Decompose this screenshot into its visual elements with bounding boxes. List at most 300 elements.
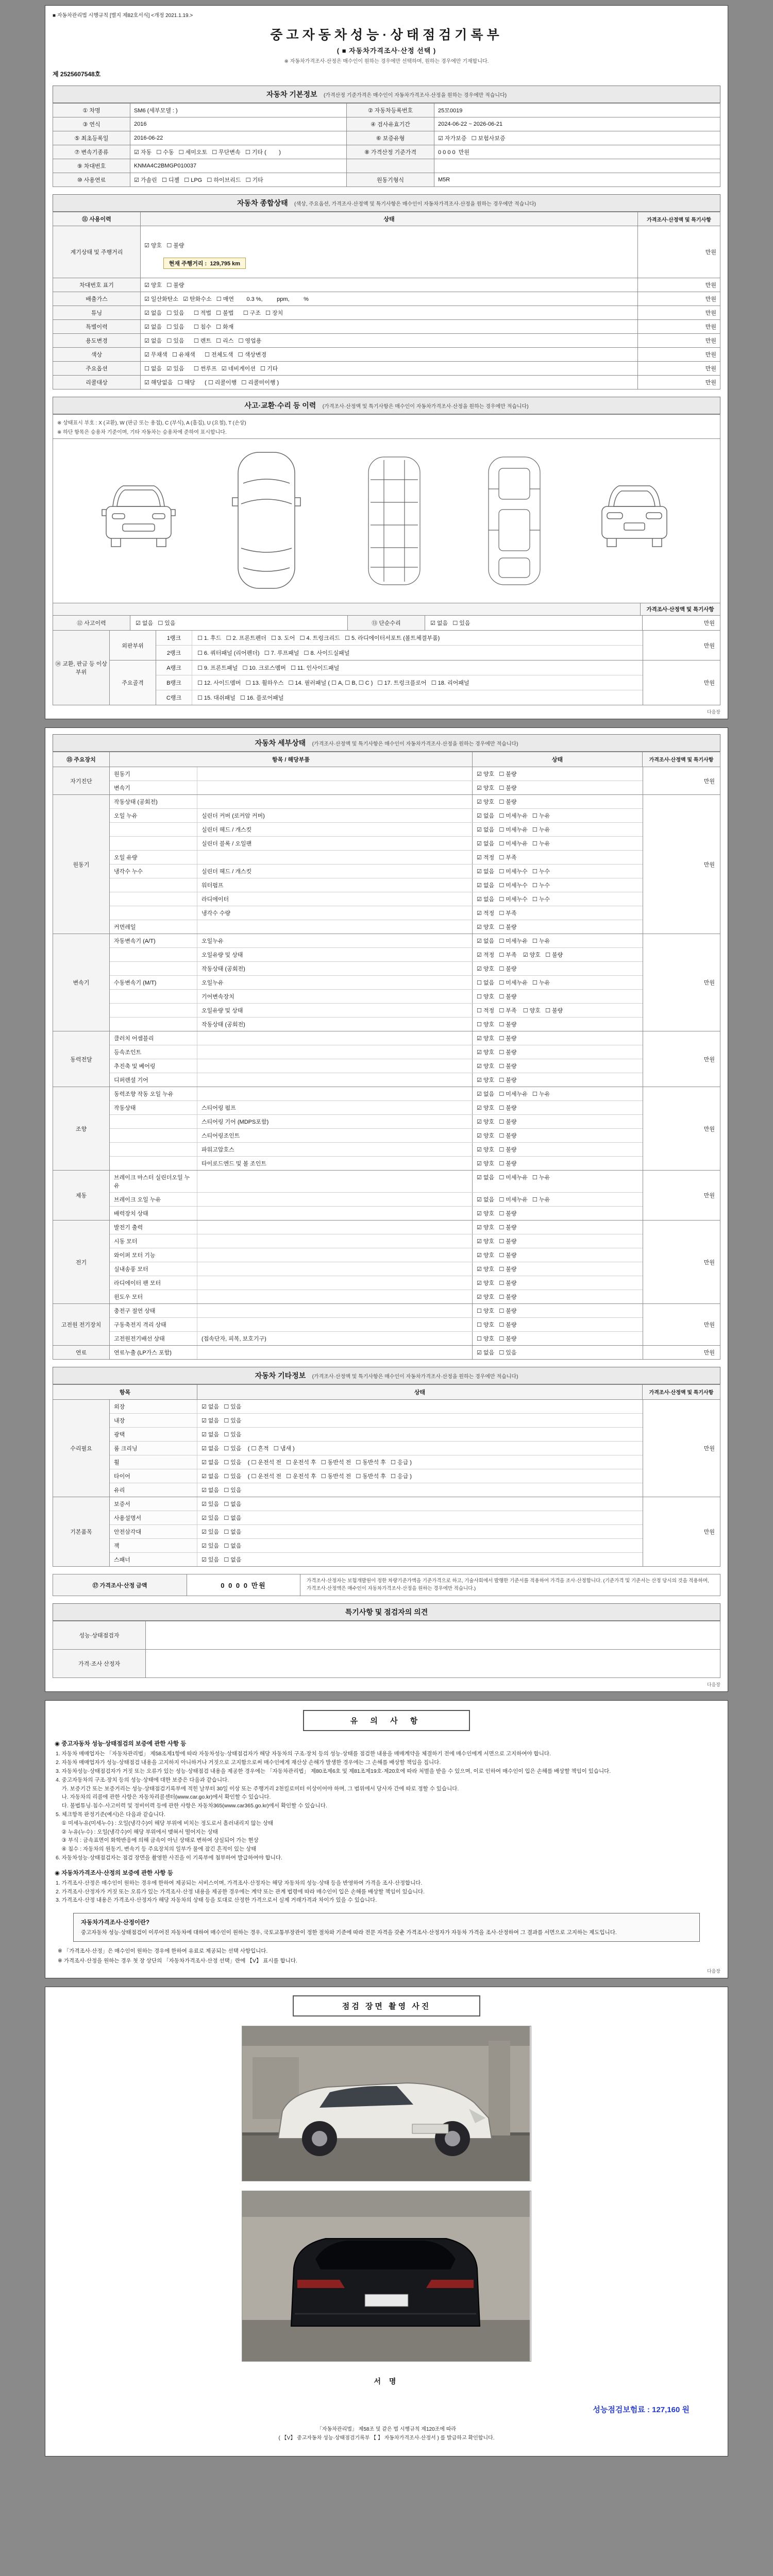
state-value: ☑ 양호 ☐ 불량: [477, 771, 517, 777]
price-cell: 만원: [638, 362, 720, 376]
price-cell: 만원: [643, 1346, 720, 1359]
item-label: 연료누출 (LP가스 포함): [110, 1346, 197, 1359]
section-title: 자동차 기타정보: [255, 1371, 306, 1380]
field-label: 주요옵션: [53, 362, 141, 376]
item-label: 윈도우 모터: [110, 1290, 197, 1303]
field-label: 원동기형식: [347, 173, 434, 187]
device-row: [110, 1346, 643, 1359]
rank-label: 2랭크: [156, 646, 192, 660]
field-value: 2016-06-22: [130, 131, 347, 145]
device-group-label: 자기진단: [53, 767, 110, 794]
item-label: [110, 1115, 197, 1128]
item-label: 브레이크 오일 누유: [110, 1193, 197, 1206]
state-value: ☑ 없음 ☐ 있음: [201, 1418, 242, 1424]
device-group: [53, 1346, 720, 1360]
etc-row: [110, 1497, 643, 1511]
part-label: [197, 851, 473, 864]
etc-row: [110, 1442, 643, 1455]
etc-group-label: 수리필요: [53, 1400, 110, 1497]
field-label: 용도변경: [53, 334, 141, 348]
item-label: 작동상태 (공회전): [110, 795, 197, 808]
state-value: ☐ 양호 ☐ 불량: [477, 1308, 517, 1314]
part-label: [197, 1207, 473, 1220]
state-value: ☑ 양호 ☐ 불량: [477, 1294, 517, 1300]
section-overall-header: [53, 194, 720, 212]
price-cell: 만원: [638, 278, 720, 292]
item-label: 시동 모터: [110, 1234, 197, 1248]
next-page-label: 다음장: [707, 1682, 720, 1688]
state-value: ☑ 있음 ☐ 없음: [201, 1515, 242, 1521]
device-row: [110, 892, 643, 906]
device-row: [110, 878, 643, 892]
field-label: ⑭ 교환, 판금 등 이상 부위: [53, 631, 110, 705]
part-label: 냉각수 수량: [197, 906, 473, 920]
panel-detail-state: [45, 727, 728, 1692]
device-row: [110, 1115, 643, 1129]
part-label: 작동상태 (공회전): [197, 1018, 473, 1031]
field-label: ③ 연식: [53, 117, 130, 131]
mileage-status: ☑ 양호 ☐ 불량: [144, 243, 184, 249]
price-cell: 만원: [643, 1304, 720, 1345]
table-row: [53, 1621, 720, 1650]
state-value: ☑ 양호 ☐ 불량: [477, 785, 517, 791]
notice-line: 5. 체크항목 판정기준(예시)은 다음과 같습니다.: [56, 1811, 165, 1818]
info-box-title: 자동차가격조사·산정이란?: [81, 1920, 150, 1926]
inspection-photo-front-image: [242, 2026, 530, 2181]
item-label: 원동기: [110, 767, 197, 781]
device-group: [53, 1221, 720, 1304]
column-header: 항목: [53, 1385, 197, 1399]
regulation-reference: ■ 자동차관리법 시행규칙 [별지 제82호서식] <개정 2021.1.19.>: [53, 13, 193, 19]
state-value: ☑ 양호 ☐ 불량: [477, 799, 517, 805]
price-estimation-info-box: [73, 1913, 700, 1942]
current-mileage-value: 현재 주행거리 : 129,795 km: [163, 258, 246, 269]
section-note: (색상, 주요옵션, 가격조사·산정액 및 특기사항은 매수인이 자동차가격조사·산정을 원하는 경우에만 적습니다): [294, 201, 536, 207]
state-value: ☑ 있음 ☐ 없음: [201, 1501, 242, 1507]
part-label: 라디에이터: [197, 892, 473, 906]
device-row: [110, 781, 643, 794]
rank-row: [156, 675, 643, 690]
state-value: ☑ 없음 ☐ 미세누수 ☐ 누수: [477, 869, 550, 875]
legend-line: ※ 상태표시 부호 : X (교환), W (판금 또는 용접), C (부식), A (흠집), U (요철), T (손상): [57, 420, 246, 426]
notice-block-1: [53, 1750, 720, 1862]
section-note: (가격조사·산정액 및 특기사항은 매수인이 자동차가격조사·산정을 원하는 경우에만 적습니다): [312, 1374, 518, 1380]
accident-legend: [53, 414, 720, 438]
estimated-amount: 0 0 0 0 만원: [187, 1574, 300, 1596]
rank-row: [156, 646, 643, 660]
field-value: ☑ 없음 ☐ 있음 ☐ 적법 ☐ 불법 ☐ 구조 ☐ 장치: [141, 306, 638, 320]
item-label: 타이어: [110, 1469, 197, 1483]
price-cell: 만원: [643, 934, 720, 1031]
state-value: ☑ 없음 ☐ 있음: [201, 1432, 242, 1438]
field-label: 차대번호 표기: [53, 278, 141, 292]
part-label: [197, 1318, 473, 1331]
field-value: M5R: [434, 173, 720, 187]
car-rear-diagram-icon: [596, 469, 673, 572]
item-label: 라디에이터 팬 모터: [110, 1276, 197, 1290]
device-row: [110, 1276, 643, 1290]
device-row: [110, 1059, 643, 1073]
rank-group-main-frame: [110, 660, 720, 705]
section-title: 사고·교환·수리 등 이력: [244, 401, 316, 410]
spacer: [53, 603, 641, 615]
table-row: [53, 292, 720, 306]
device-group: [53, 934, 720, 1031]
state-value: ☐ 양호 ☐ 불량: [477, 994, 517, 1000]
column-header: 항목 / 해당부품: [110, 752, 473, 767]
price-cell: 만원: [703, 620, 715, 626]
state-value: ☑ 있음 ☐ 없음: [201, 1557, 242, 1563]
field-value: ☑ 양호 ☐ 불량: [141, 278, 638, 292]
field-label: 배출가스: [53, 292, 141, 306]
etc-row: [110, 1428, 643, 1442]
state-value: ☑ 양호 ☐ 불량: [477, 1252, 517, 1259]
device-rows: [110, 767, 643, 794]
price-cell: 만원: [638, 306, 720, 320]
etc-rows: [110, 1400, 643, 1497]
state-value: ☑ 적정 ☐ 부족: [477, 910, 517, 917]
rank-label: B랭크: [156, 675, 192, 690]
field-value: 0 0 0 0 만원: [434, 145, 720, 159]
state-value: ☑ 없음 ☐ 미세누수 ☐ 누수: [477, 883, 550, 889]
part-label: [197, 1087, 473, 1100]
footer-issue-line: ( 【V】 중고자동차 성능·상태점검기록부 【 】 자동차가격조사·산정서 ) 를 발급하고 확인합니다.: [278, 2435, 495, 2442]
item-label: 고전원전기배선 상태: [110, 1332, 197, 1345]
item-label: 구동축전지 격리 상태: [110, 1318, 197, 1331]
accident-price-header-row: [53, 603, 720, 616]
item-label: [110, 906, 197, 920]
notices-title: 유 의 사 항: [303, 1710, 470, 1731]
item-label: [110, 1004, 197, 1017]
field-label: 리콜대상: [53, 376, 141, 389]
table-row: [53, 278, 720, 292]
field-value: 2024-06-22 ~ 2026-06-21: [434, 117, 720, 131]
part-label: 오일유량 및 상태: [197, 948, 473, 961]
part-label: [197, 1031, 473, 1045]
item-label: 디퍼렌셜 기어: [110, 1073, 197, 1087]
rank-rows: [156, 631, 643, 660]
device-row: [110, 1248, 643, 1262]
item-label: [110, 1018, 197, 1031]
state-value: ☑ 양호 ☐ 불량: [477, 1211, 517, 1217]
notice-line: ① 미세누유(미세누수) : 오일(냉각수)이 해당 부위에 비치는 정도로서 흘러내리지 않는 상태: [56, 1820, 274, 1826]
device-row: [110, 823, 643, 837]
field-value: ☑ 자가보증 ☐ 보험사보증: [434, 131, 720, 145]
rank-groups: [110, 631, 720, 705]
part-label: [197, 781, 473, 794]
field-label: ⑰ 가격조사·산정 금액: [53, 1574, 187, 1596]
table-row: [53, 104, 720, 117]
detail-groups: [53, 767, 720, 1360]
item-label: 내장: [110, 1414, 197, 1427]
part-label: 실린더 헤드 / 개스킷: [197, 865, 473, 878]
device-rows: [110, 1346, 643, 1359]
section-title: 특기사항 및 점검자의 의견: [345, 1608, 428, 1617]
notice-line: 3. 가격조사·산정 내용은 가격조사·산정자가 해당 자동차의 상태 등을 토대로 산정한 가격으로서 실제 거래가격과 차이가 있을 수 있습니다.: [56, 1897, 377, 1904]
car-underbody-frame-diagram-icon: [356, 453, 433, 589]
state-value: ☑ 양호 ☐ 불량: [477, 1049, 517, 1056]
state-value: ☑ 없음 ☐ 있음 ( ☐ 흔적 ☐ 냄새 ): [201, 1446, 295, 1452]
inspection-photo-rear-image: [242, 2191, 530, 2361]
field-value: ☑ 없음 ☐ 있음: [130, 616, 348, 630]
field-label: 색상: [53, 348, 141, 362]
device-row: [110, 934, 643, 948]
field-label: [347, 159, 434, 173]
next-page-label: 다음장: [707, 709, 720, 715]
item-label: 광택: [110, 1428, 197, 1441]
notice-line: 2. 가격조사·산정자가 거짓 또는 오류가 있는 가격조사·산정 내용을 제공한 경우에는 계약 또는 관계 법령에 따라 매수인이 입은 손해를 배상할 책임이 있습니다.: [56, 1888, 425, 1895]
price-cell: 만원: [643, 1221, 720, 1303]
field-value: ☑ 해당없음 ☐ 해당 ( ☐ 리콜이행 ☐ 리콜미이행 ): [141, 376, 638, 389]
panel-main-info: [45, 5, 728, 719]
device-row: [110, 1207, 643, 1220]
item-label: 충전구 절연 상태: [110, 1304, 197, 1317]
state-value: ☑ 양호 ☐ 불량: [477, 1133, 517, 1139]
notice-line: 3. 자동차성능·상태점검자가 거짓 또는 오류가 있는 성능·상태점검 내용을 제공한 경우에는 「자동차관리법」 제80조제6호 및 제81조제19호·제20호에 따라 처벌을 받을 수 있으며, 이로 인하여 매수인이 입은 손해를 배상할 책임이 있습니다.: [56, 1768, 611, 1775]
item-label: 유리: [110, 1483, 197, 1497]
item-label: 작동상태: [110, 1101, 197, 1114]
field-value: SM6 (세부모델 : ): [130, 104, 347, 117]
car-diagram-box: [53, 438, 720, 603]
opinion-text: [146, 1621, 720, 1650]
part-label: 타이로드엔드 및 볼 조인트: [197, 1157, 473, 1170]
table-header-row: [53, 212, 720, 226]
info-box-text: 중고자동차 성능·상태점검이 이루어진 자동차에 대하여 매수인이 원하는 경우, 국토교통부장관이 정한 절차와 기준에 따라 전문 자격을 갖춘 가격조사·산정자가 자동차 가격을 조사·산정하여 그 결과를 서면으로 고지하는 제도입니다.: [81, 1929, 617, 1936]
notice-line: ③ 부식 : 금속표면이 화학반응에 의해 금속이 아닌 상태로 변하여 상실되어 가는 현상: [56, 1837, 259, 1844]
group-label: 주요골격: [110, 660, 156, 705]
device-row: [110, 948, 643, 962]
rank-rows: [156, 660, 643, 705]
part-label: [197, 1171, 473, 1192]
part-label: [197, 1262, 473, 1276]
device-row: [110, 1143, 643, 1157]
part-label: [197, 1059, 473, 1073]
notice-line: 6. 자동차성능·상태점검자는 점검 장면을 촬영한 사진을 이 기록부에 첨부하여 발급하여야 합니다.: [56, 1855, 282, 1861]
notice-line: 나. 자동차의 리콜에 관한 사항은 자동차리콜센터(www.car.go.kr)에서 확인할 수 있습니다.: [56, 1794, 271, 1801]
column-header: 가격조사·산정액 및 특기사항: [638, 212, 720, 226]
part-label: 오일누유: [197, 934, 473, 947]
part-label: 오일유량 및 상태: [197, 1004, 473, 1017]
overall-state-rows: [53, 278, 720, 389]
state-value: ☑ 양호 ☐ 불량: [477, 1266, 517, 1273]
item-label: 사용설명서: [110, 1511, 197, 1524]
item-label: [110, 990, 197, 1003]
part-label: [197, 1276, 473, 1290]
device-row: [110, 851, 643, 865]
item-label: 오일 누유: [110, 809, 197, 822]
etc-row: [110, 1525, 643, 1539]
section-title: 자동차 세부상태: [255, 739, 306, 747]
car-skeleton-frame-diagram-icon: [476, 453, 553, 589]
state-value: ☑ 적정 ☐ 부족 ☑ 양호 ☐ 불량: [477, 952, 563, 958]
part-label: 작동상태 (공회전): [197, 962, 473, 975]
item-label: [110, 878, 197, 892]
column-header: 상태: [197, 1385, 643, 1399]
part-label: [197, 1045, 473, 1059]
device-row: [110, 1171, 643, 1193]
state-value: ☑ 없음 ☐ 있음 ( ☐ 운전석 전 ☐ 운전석 후 ☐ 동반석 전 ☐ 동반석 후 ☐ 응급 ): [201, 1460, 412, 1466]
field-label: 특별이력: [53, 320, 141, 334]
device-row: [110, 1018, 643, 1031]
document-subtitle-note: ※ 자동차가격조사·산정은 매수인이 원하는 경우에만 선택하며, 원하는 경우에만 기재합니다.: [284, 59, 489, 64]
rank-items: ☐ 1. 후드 ☐ 2. 프론트펜더 ☐ 3. 도어 ☐ 4. 트렁크리드 ☐ 5. 라디에이터서포트 (볼트체결부품): [197, 635, 440, 641]
device-row: [110, 1290, 643, 1303]
rank-items: ☐ 9. 프론트패널 ☐ 10. 크로스멤버 ☐ 11. 인사이드패널: [197, 665, 340, 671]
item-label: [110, 1157, 197, 1170]
group-label: 외판부위: [110, 631, 156, 660]
device-row: [110, 1087, 643, 1101]
section-title: 자동차 기본정보: [266, 90, 317, 98]
car-top-exterior-diagram-icon: [220, 446, 313, 596]
legend-line: ※ 하단 항목은 승용차 기준이며, 기타 자동차는 승용차에 준하여 표시합니다.: [57, 430, 227, 435]
field-value: 25모0019: [434, 104, 720, 117]
etc-row: [110, 1455, 643, 1469]
item-label: 안전삼각대: [110, 1525, 197, 1538]
price-cell: 만원: [638, 226, 720, 278]
state-value: ☑ 적정 ☐ 부족: [477, 855, 517, 861]
price-cell: 만원: [643, 1087, 720, 1170]
field-label: 가격·조사 산정자: [53, 1650, 146, 1678]
etc-row: [110, 1483, 643, 1497]
device-group: [53, 767, 720, 795]
table-row: [53, 306, 720, 320]
item-label: [110, 948, 197, 961]
device-row: [110, 865, 643, 878]
etc-row: [110, 1539, 643, 1553]
item-label: 와이퍼 모터 기능: [110, 1248, 197, 1262]
price-cell: 만원: [638, 292, 720, 306]
device-rows: [110, 1087, 643, 1170]
field-value: ☑ 없음 ☐ 있음: [425, 616, 643, 630]
item-label: [110, 823, 197, 836]
price-cell: 만원: [643, 1497, 720, 1566]
inspection-photo-front: [242, 2026, 531, 2181]
rank-row: [156, 631, 643, 646]
part-label: 스티어링 펌프: [197, 1101, 473, 1114]
item-label: 냉각수 누수: [110, 865, 197, 878]
etc-group: [53, 1497, 720, 1567]
device-group-label: 고전원 전기장치: [53, 1304, 110, 1345]
item-label: [110, 892, 197, 906]
price-estimation-strip: [53, 1574, 720, 1596]
item-label: 스패너: [110, 1553, 197, 1566]
table-row: [53, 173, 720, 187]
panel-notices: [45, 1700, 728, 1978]
device-rows: [110, 1221, 643, 1303]
state-value: ☐ 양호 ☐ 불량: [477, 1322, 517, 1328]
field-value: ☐ 없음 ☑ 있음 ☐ 썬루프 ☑ 네비게이션 ☐ 기타: [141, 362, 638, 376]
column-header: 가격조사·산정액 및 특기사항: [649, 1390, 714, 1396]
device-row: [110, 1221, 643, 1234]
notice-line: 가. 보증기간 또는 보증거리는 성능·상태점검기록부에 적힌 날부터 30일 이상 또는 주행거리 2천킬로미터 이상이어야 하며, 그 범위에서 당사자 간에 따로 정할 수 있습니다.: [56, 1785, 459, 1792]
device-group-label: 전기: [53, 1221, 110, 1303]
item-label: [110, 962, 197, 975]
price-cell: 만원: [643, 1171, 720, 1220]
document-subtitle: ( ■ 자동차가격조사·산정 선택 ): [337, 47, 436, 55]
state-value: ☑ 없음 ☐ 미세누유 ☐ 누유: [477, 841, 550, 847]
notice-block-2: [53, 1879, 720, 1905]
table-row: [53, 131, 720, 145]
state-value: ☐ 양호 ☐ 불량: [477, 1336, 517, 1342]
signature-label: 서 명: [374, 2377, 399, 2386]
rank-label: C랭크: [156, 690, 192, 705]
part-label: 오일누유: [197, 976, 473, 989]
state-value: ☑ 양호 ☐ 불량: [477, 1225, 517, 1231]
etc-rows: [110, 1497, 643, 1566]
item-label: 등속조인트: [110, 1045, 197, 1059]
field-value: ☑ 없음 ☐ 있음 ☐ 렌트 ☐ 리스 ☐ 영업용: [141, 334, 638, 348]
column-header: 상태: [141, 212, 638, 226]
device-group: [53, 1031, 720, 1087]
field-value: ☑ 일산화탄소 ☑ 탄화수소 ☐ 매연 0.3 %, ppm, %: [141, 292, 638, 306]
section-title: 자동차 종합상태: [237, 199, 288, 207]
item-label: 추진축 및 베어링: [110, 1059, 197, 1073]
item-label: 브레이크 마스터 실린더오일 누유: [110, 1171, 197, 1192]
column-header: 가격조사·산정액 및 특기사항: [646, 606, 714, 613]
etc-group-label: 기본품목: [53, 1497, 110, 1566]
basic-info-table: [53, 103, 720, 187]
device-row: [110, 1004, 643, 1018]
field-label: ⑦ 변속기종류: [53, 145, 130, 159]
device-row: [110, 837, 643, 851]
device-row: [110, 1157, 643, 1170]
price-cell: 만원: [643, 795, 720, 934]
state-value: ☑ 없음 ☐ 있음: [477, 1350, 517, 1356]
section-note: (가격조사·산정액 및 특기사항은 매수인이 자동차가격조사·산정을 원하는 경우에만 적습니다): [322, 404, 529, 410]
pricing-note: 가격조사·산정자는 보험개발원이 정한 차량기준가액을 기준가격으로 하고, 기술사회에서 발행한 기준서를 적용하여 가격을 조사·산정합니다. (기준가격 및 기준서는 산정 당시의 것을 적용하며, 가격조사·산정액은 매수인이 자동차가격조사·산정을 원하는 경우에만 적습니다.): [307, 1578, 709, 1591]
rank-items: ☐ 12. 사이드멤버 ☐ 13. 휠하우스 ☐ 14. 필러패널 ( ☐ A, ☐ B, ☐ C ) ☐ 17. 트렁크플로어 ☐ 18. 리어패널: [197, 680, 469, 686]
field-label: ⑥ 보증유형: [347, 131, 434, 145]
rank-label: A랭크: [156, 660, 192, 675]
car-front-diagram-icon: [100, 469, 177, 572]
device-row: [110, 1031, 643, 1045]
etc-row: [110, 1400, 643, 1414]
item-label: [110, 1143, 197, 1156]
item-label: [110, 1129, 197, 1142]
section-detail-header: [53, 734, 720, 752]
state-value: ☑ 양호 ☐ 불량: [477, 1105, 517, 1111]
field-value: [141, 226, 638, 278]
field-label: ⑩ 사용연료: [53, 173, 130, 187]
field-value: [434, 159, 720, 173]
field-label: 튜닝: [53, 306, 141, 320]
field-label: ④ 검사유효기간: [347, 117, 434, 131]
part-label: 실린더 블록 / 오일팬: [197, 837, 473, 850]
notice-line: 다. 불법튜닝·침수·사고이력 및 정비이력 등에 관한 사항은 자동차365(www.car365.go.kr)에서 확인할 수 있습니다.: [56, 1803, 327, 1809]
device-group: [53, 795, 720, 934]
item-label: 자동변속기 (A/T): [110, 934, 197, 947]
field-label: 성능·상태점검자: [53, 1621, 146, 1650]
price-cell: 만원: [638, 334, 720, 348]
opinion-rows: [53, 1621, 720, 1678]
state-value: ☑ 없음 ☐ 미세누유 ☐ 누유: [477, 827, 550, 833]
part-label: [197, 1346, 473, 1359]
state-value: ☑ 양호 ☐ 불량: [477, 1036, 517, 1042]
price-cell: 만원: [638, 320, 720, 334]
table-row: [53, 362, 720, 376]
overall-state-table: [53, 212, 720, 389]
field-value: ☑ 가솔린 ☐ 디젤 ☐ LPG ☐ 하이브리드 ☐ 기타: [130, 173, 347, 187]
state-value: ☑ 양호 ☐ 불량: [477, 1063, 517, 1070]
exchange-rank-table: [53, 631, 720, 705]
device-rows: [110, 1304, 643, 1345]
device-row: [110, 976, 643, 990]
table-row: [53, 348, 720, 362]
etc-group: [53, 1400, 720, 1497]
basic-info-rows: [53, 104, 720, 187]
table-row: [53, 159, 720, 173]
device-row: [110, 1045, 643, 1059]
